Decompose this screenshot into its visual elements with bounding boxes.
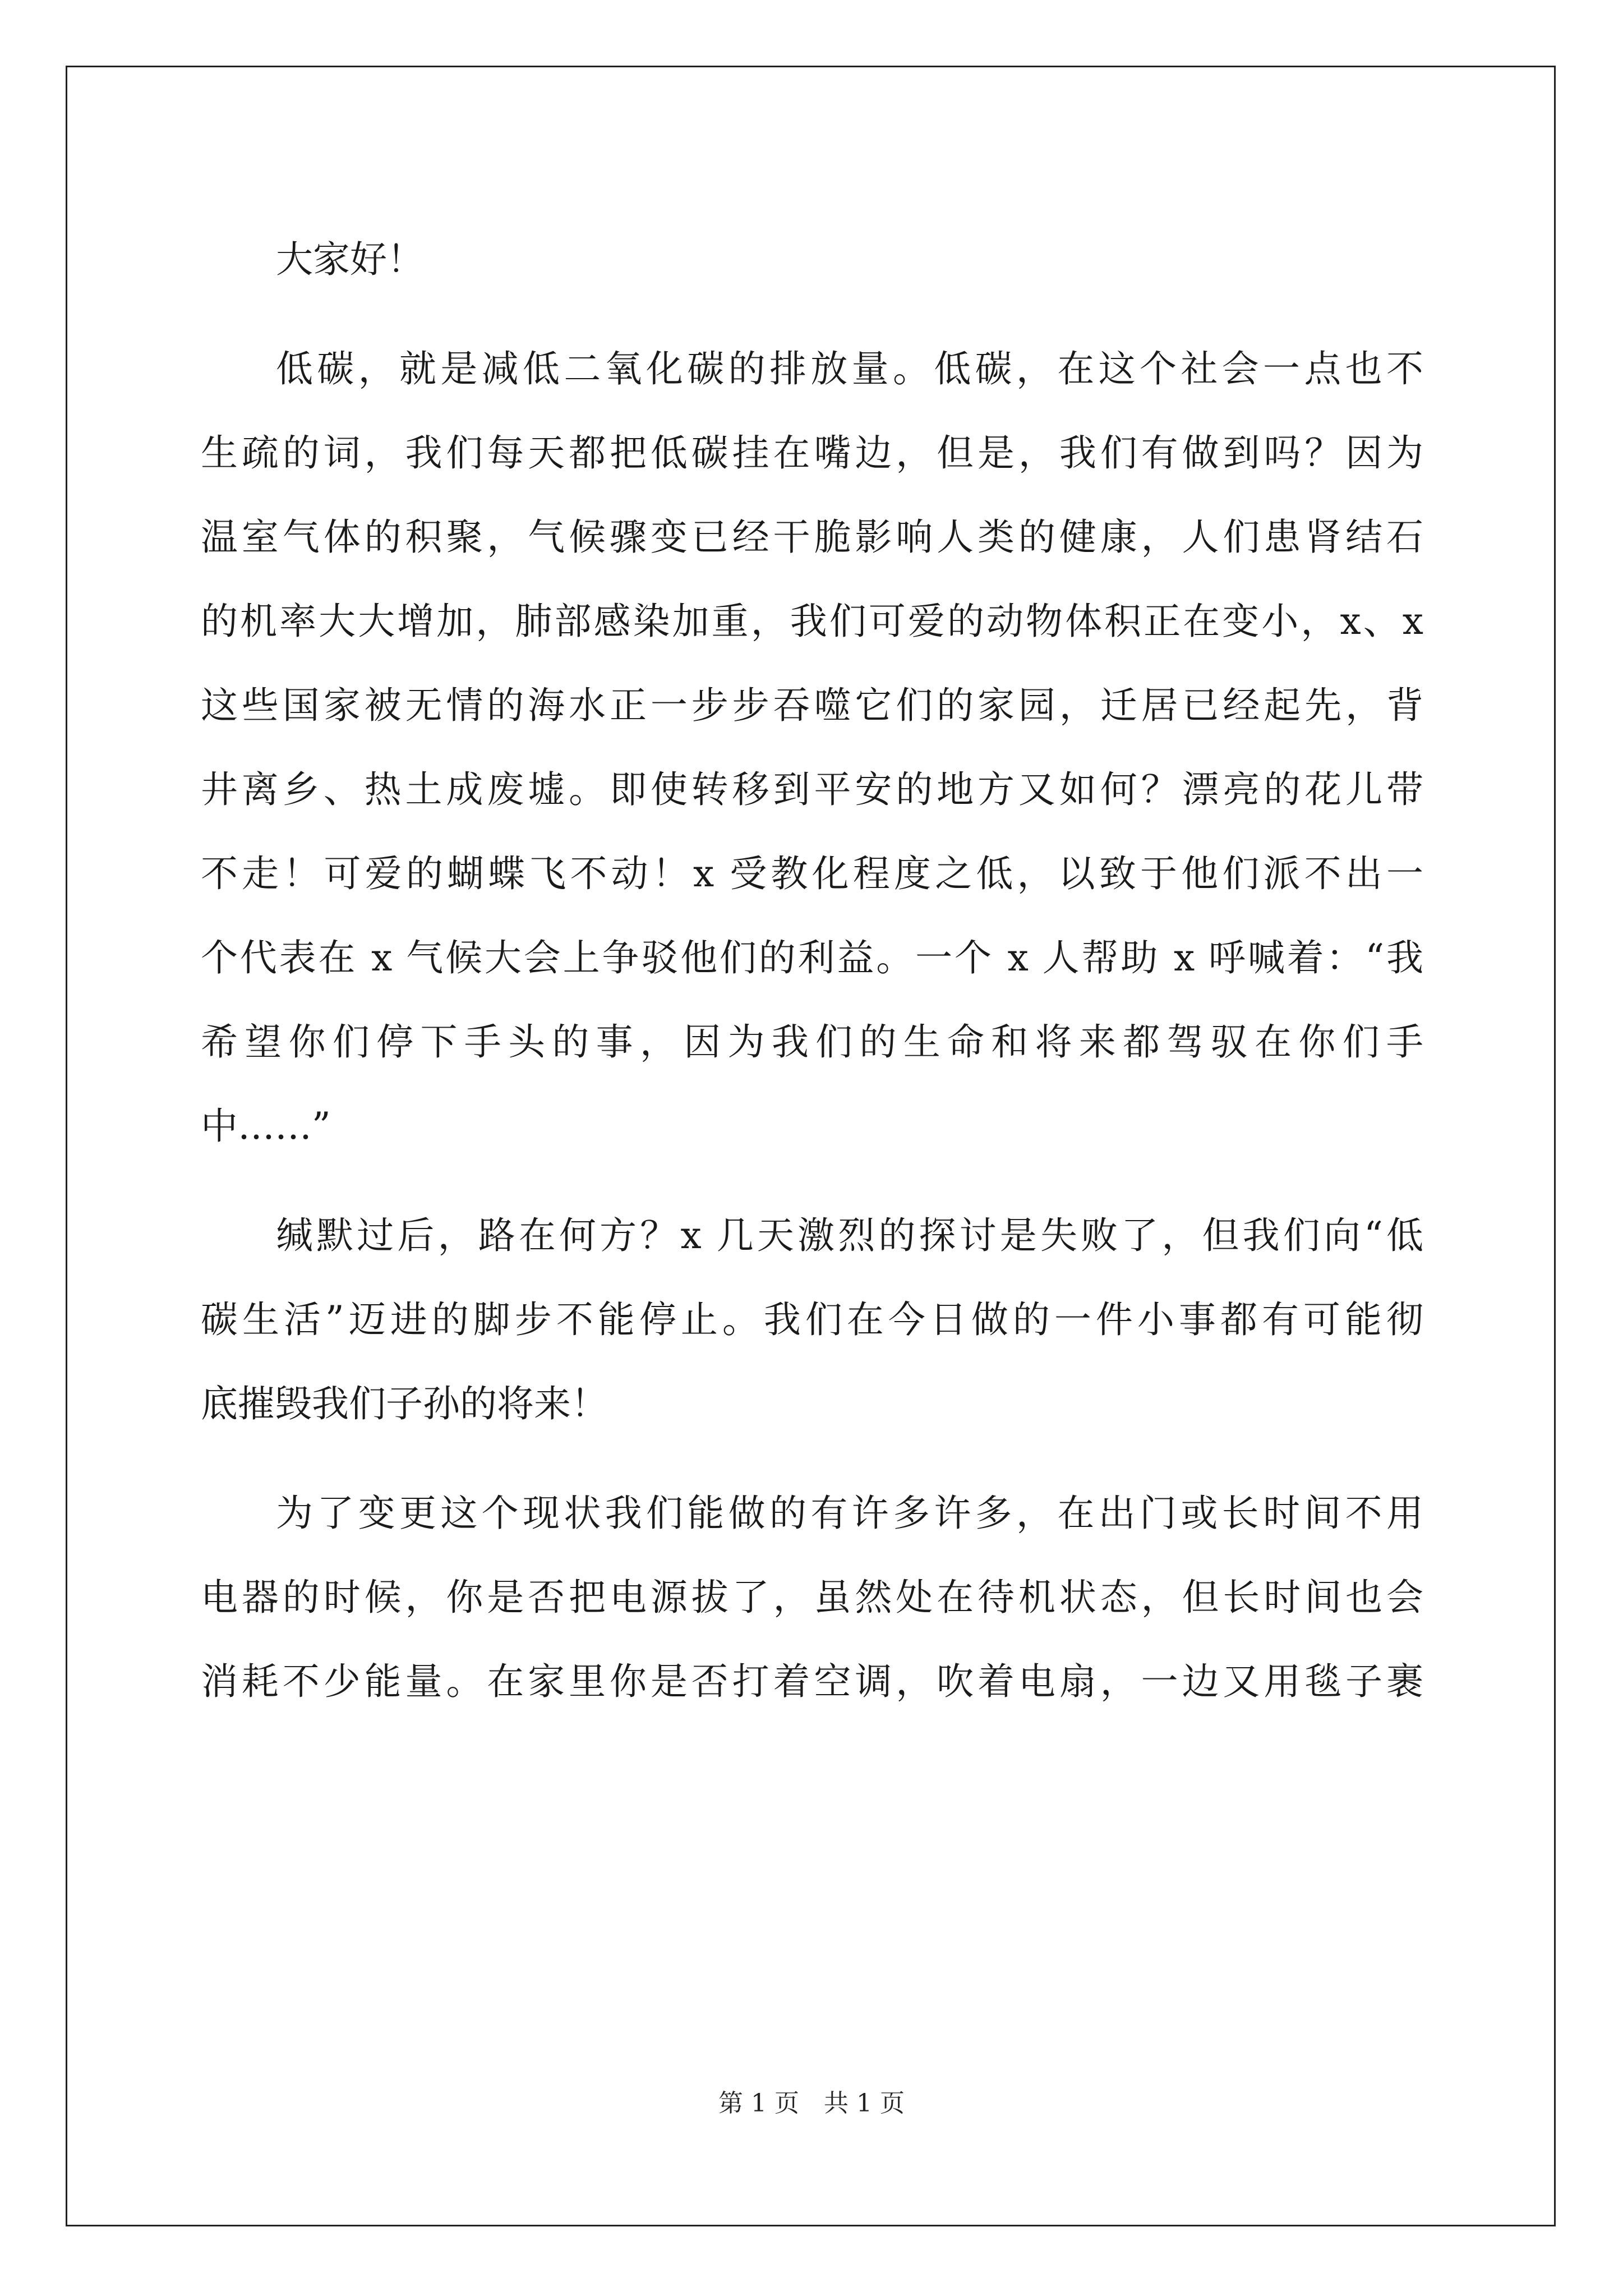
- paragraph-line: 希望你们停下手头的事，因为我们的生命和将来都驾驭在你们手: [201, 1020, 1423, 1064]
- paragraph-line: 消耗不少能量。在家里你是否打着空调，吹着电扇，一边又用毯子裹: [201, 1660, 1423, 1703]
- paragraph-gap: [201, 1446, 1423, 1471]
- paragraph-line: 不走！可爱的蝴蝶飞不动！x 受教化程度之低，以致于他们派不出一: [201, 852, 1423, 895]
- paragraph-3: [201, 1471, 1423, 1724]
- paragraph-1: [201, 327, 1423, 1168]
- paragraph-line: 低碳，就是减低二氧化碳的排放量。低碳，在这个社会一点也不: [276, 347, 1423, 390]
- paragraph-line: 电器的时候，你是否把电源拔了，虽然处在待机状态，但长时间也会: [201, 1576, 1423, 1619]
- paragraph-gap: [201, 302, 1423, 327]
- document-body: [201, 218, 1423, 1724]
- paragraph-line: 生疏的词，我们每天都把低碳挂在嘴边，但是，我们有做到吗？因为: [201, 431, 1423, 475]
- paragraph-gap: [201, 1168, 1423, 1194]
- paragraph-line: 底摧毁我们子孙的将来！: [201, 1382, 608, 1425]
- page-number-footer: 第 1 页 共 1 页: [718, 2089, 905, 2118]
- paragraph-2: [201, 1194, 1423, 1446]
- greeting-line: 大家好！: [276, 238, 424, 281]
- paragraph-line: 缄默过后，路在何方？x 几天激烈的探讨是失败了，但我们向“低: [276, 1214, 1423, 1257]
- paragraph-line: 温室气体的积聚，气候骤变已经干脆影响人类的健康，人们患肾结石: [201, 516, 1423, 559]
- paragraph-line: 这些国家被无情的海水正一步步吞噬它们的家园，迁居已经起先，背: [201, 684, 1423, 727]
- paragraph-line: 碳生活”迈进的脚步不能停止。我们在今日做的一件小事都有可能彻: [201, 1298, 1423, 1341]
- paragraph-line: 的机率大大增加，肺部感染加重，我们可爱的动物体积正在变小，x、x: [201, 600, 1423, 643]
- paragraph-line: 井离乡、热土成废墟。即使转移到平安的地方又如何？漂亮的花儿带: [201, 768, 1423, 811]
- paragraph-line: 中……”: [201, 1105, 331, 1148]
- paragraph-line: 个代表在 x 气候大会上争驳他们的利益。一个 x 人帮助 x 呼喊着：“我: [201, 936, 1423, 979]
- paragraph-line: 为了变更这个现状我们能做的有许多许多，在出门或长时间不用: [276, 1492, 1423, 1535]
